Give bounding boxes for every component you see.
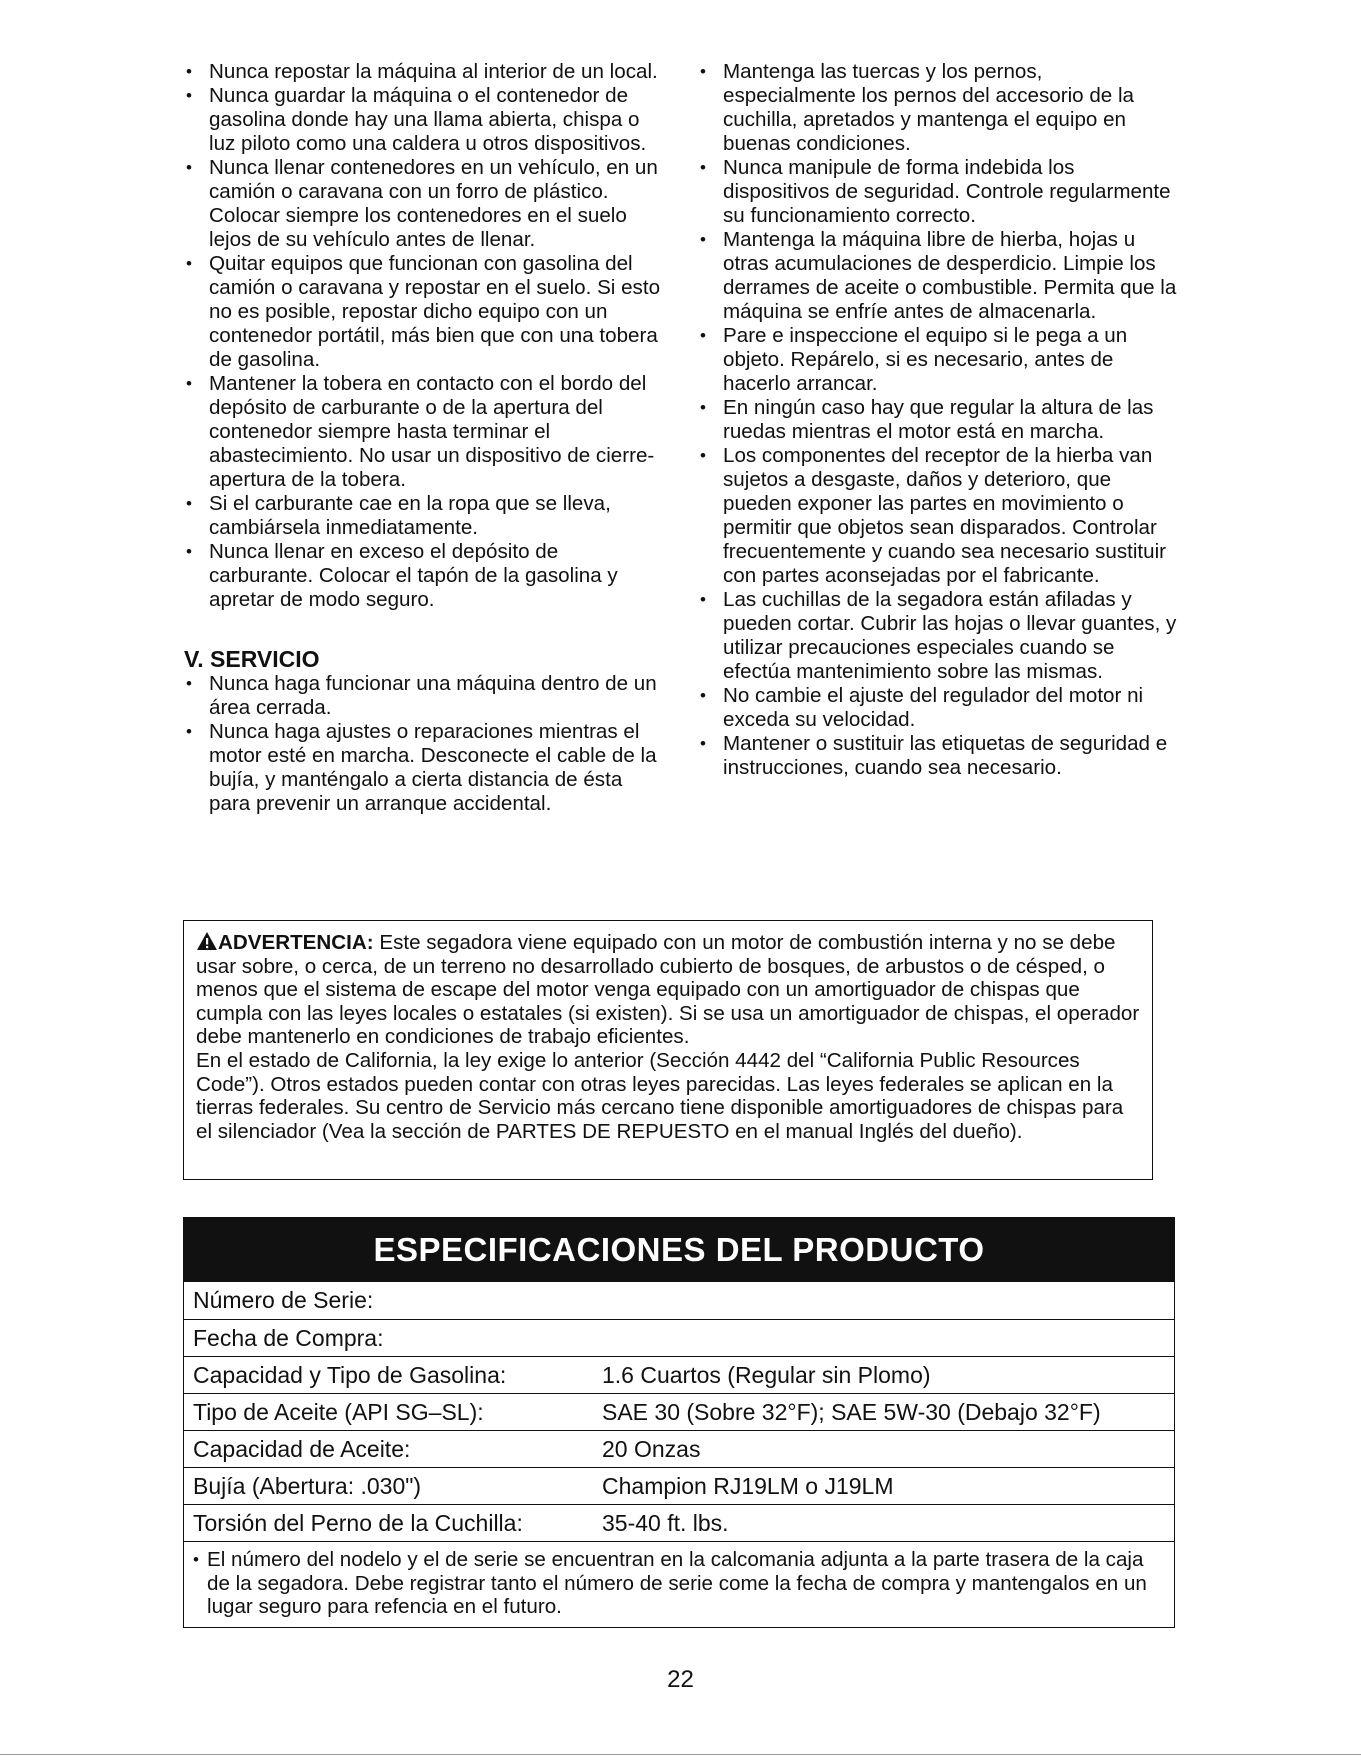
spec-title: ESPECIFICACIONES DEL PRODUCTO [184, 1218, 1174, 1282]
service-heading: V. SERVICIO [184, 646, 320, 672]
list-item: • Nunca haga ajustes o reparaciones mientras el motor esté en marcha. Desconecte el cable de la bujía, y manténgalo a cierta distancia de ésta para prevenir un arranque accidental. [184, 720, 664, 816]
list-item: • Mantener o sustituir las etiquetas de seguridad e instrucciones, cuando sea necesario. [698, 732, 1178, 780]
left-column [184, 60, 664, 816]
list-item: • Mantener la tobera en contacto con el bordo del depósito de carburante o de la apertura del contenedor siempre hasta terminar el abastecimiento. No usar un dispositivo de cierre-apertura de la tobera. [184, 372, 664, 492]
right-column [698, 60, 1178, 780]
warning-paragraph [196, 931, 1144, 1049]
spec-label: Fecha de Compra: [193, 1325, 384, 1351]
spec-row-serial [184, 1282, 1174, 1319]
list-item: • Nunca llenar contenedores en un vehículo, en un camión o caravana con un forro de plástico. Colocar siempre los contenedores en el suelo lejos de su vehículo antes de llenar. [184, 156, 664, 252]
spec-value: 1.6 Cuartos (Regular sin Plomo) [602, 1362, 931, 1388]
list-item: • Quitar equipos que funcionan con gasolina del camión o caravana y repostar en el suelo. Si esto no es posible, repostar dicho equipo con un contenedor portátil, más bien que con una tobera de gasolina. [184, 252, 664, 372]
list-item: • Nunca manipule de forma indebida los dispositivos de seguridad. Controle regularmente su funcionamiento correcto. [698, 156, 1178, 228]
spec-value: Champion RJ19LM o J19LM [602, 1473, 894, 1499]
bottom-rule [0, 1754, 1361, 1755]
spec-label: Torsión del Perno de la Cuchilla: [193, 1510, 523, 1536]
service-list [184, 672, 664, 816]
product-specifications [183, 1217, 1175, 1628]
warning-title: ADVERTENCIA: [218, 931, 374, 954]
spec-note [184, 1541, 1174, 1619]
spec-row-oil-capacity [184, 1430, 1174, 1467]
warning-box [183, 920, 1153, 1180]
spec-row-fuel [184, 1356, 1174, 1393]
warning-text: Este segadora viene equipado con un motor de combustión interna y no se debe usar sobre, o cerca, de un terreno no desarrollado cubierto de bosques, de arbustos o de césped, o menos que el sistema de escape del motor venga equipado con un amortiguador de chispas que cumpla con las leyes locales o estatales (si existen). Si se usa un amortiguador de chispas, el operador debe mantenerlo en condiciones de trabajo eficientes. [196, 931, 1140, 1049]
spec-value: 35-40 ft. lbs. [602, 1510, 729, 1536]
list-item: • Si el carburante cae en la ropa que se lleva, cambiársela inmediatamente. [184, 492, 664, 540]
spec-label: Número de Serie: [193, 1287, 374, 1313]
page-number: 22 [667, 1666, 694, 1693]
spec-row-blade-torque [184, 1504, 1174, 1541]
list-item: • El número del nodelo y el de serie se encuentran en la calcomania adjunta a la parte trasera de la caja de la segadora. Debe registrar tanto el número de serie come la fecha de compra y mantengalos en un lugar seguro para refencia en el futuro. [193, 1548, 1166, 1619]
spec-label: Capacidad y Tipo de Gasolina: [193, 1362, 507, 1388]
list-item: • Pare e inspeccione el equipo si le pega a un objeto. Repárelo, si es necesario, antes de hacerlo arrancar. [698, 324, 1178, 396]
list-item: • No cambie el ajuste del regulador del motor ni exceda su velocidad. [698, 684, 1178, 732]
list-item: • Los componentes del receptor de la hierba van sujetos a desgaste, daños y deterioro, que pueden exponer las partes en movimiento o permitir que objetos sean disparados. Controlar frecuentemente y cuando sea necesario sustituir con partes aconsejadas por el fabricante. [698, 444, 1178, 588]
list-item: • En ningún caso hay que regular la altura de las ruedas mientras el motor está en marcha. [698, 396, 1178, 444]
warning-triangle-icon [196, 931, 218, 951]
list-item: • Las cuchillas de la segadora están afiladas y pueden cortar. Cubrir las hojas o llevar guantes, y utilizar precauciones especiales cuando se efectúa mantenimiento sobre las mismas. [698, 588, 1178, 684]
service-safety-list [698, 60, 1178, 780]
fueling-safety-list [184, 60, 664, 612]
list-item: • Mantenga la máquina libre de hierba, hojas u otras acumulaciones de desperdicio. Limpie los derrames de aceite o combustible. Permita que la máquina se enfríe antes de almacenarla. [698, 228, 1178, 324]
list-item: • Nunca guardar la máquina o el contenedor de gasolina donde hay una llama abierta, chispa o luz piloto como una caldera u otros dispositivos. [184, 84, 664, 156]
spec-value: SAE 30 (Sobre 32°F); SAE 5W-30 (Debajo 32°F) [602, 1399, 1101, 1425]
spec-label: Tipo de Aceite (API SG–SL): [193, 1399, 484, 1425]
list-item: • Nunca llenar en exceso el depósito de carburante. Colocar el tapón de la gasolina y apretar de modo seguro. [184, 540, 664, 612]
spec-value: 20 Onzas [602, 1436, 701, 1462]
list-item: • Nunca haga funcionar una máquina dentro de un área cerrada. [184, 672, 664, 720]
list-item: • Mantenga las tuercas y los pernos, especialmente los pernos del accesorio de la cuchilla, apretados y mantenga el equipo en buenas condiciones. [698, 60, 1178, 156]
spec-label: Capacidad de Aceite: [193, 1436, 411, 1462]
list-item: • Nunca repostar la máquina al interior de un local. [184, 60, 664, 84]
spec-row-oil-type [184, 1393, 1174, 1430]
spec-row-spark-plug [184, 1467, 1174, 1504]
warning-paragraph-california: En el estado de California, la ley exige lo anterior (Sección 4442 del “California Public Resources Code”). Otros estados pueden contar con otras leyes parecidas. Las leyes federales se aplican en la tierras federales. Su centro de Servicio más cercano tiene disponible amortiguadores de chispas para el silenciador (Vea la sección de PARTES DE REPUESTO en el manual Inglés del dueño). [196, 1048, 1124, 1143]
spec-label: Bujía (Abertura: .030") [193, 1473, 422, 1499]
spec-row-purchase-date [184, 1319, 1174, 1356]
